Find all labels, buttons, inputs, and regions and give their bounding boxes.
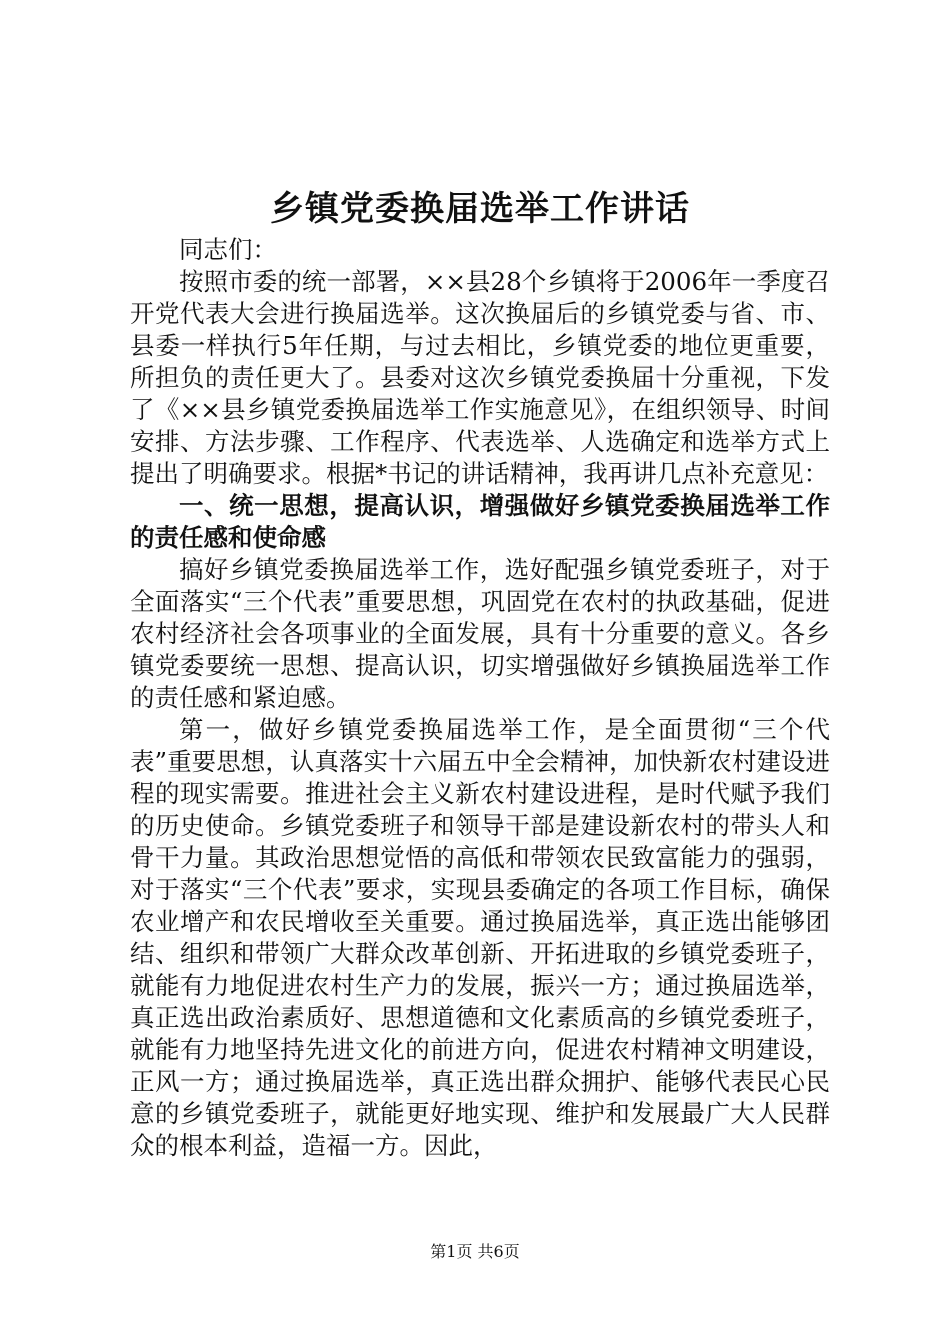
document-body — [130, 234, 830, 1162]
paragraph-intro: 按照市委的统一部署，××县28个乡镇将于2006年一季度召开党代表大会进行换届选举。这次换届后的乡镇党委与省、市、县委一样执行5年任期，与过去相比，乡镇党委的地位更重要，所担负的责任更大了。县委对这次乡镇党委换届十分重视，下发了《××县乡镇党委换届选举工作实施意见》，在组织领导、时间安排、方法步骤、工作程序、代表选举、人选确定和选举方式上提出了明确要求。根据*书记的讲话精神，我再讲几点补充意见： — [130, 267, 830, 488]
salutation: 同志们： — [179, 235, 277, 264]
paragraph-point-1: 第一，做好乡镇党委换届选举工作，是全面贯彻“三个代表”重要思想，认真落实十六届五中全会精神，加快新农村建设进程的现实需要。推进社会主义新农村建设进程，是时代赋予我们的历史使命。乡镇党委班子和领导干部是建设新农村的带头人和骨干力量。其政治思想觉悟的高低和带领农民致富能力的强弱，对于落实“三个代表”要求，实现县委确定的各项工作目标，确保农业增产和农民增收至关重要。通过换届选举，真正选出能够团结、组织和带领广大群众改革创新、开拓进取的乡镇党委班子，就能有力地促进农村生产力的发展，振兴一方；通过换届选举，真正选出政治素质好、思想道德和文化素质高的乡镇党委班子，就能有力地坚持先进文化的前进方向，促进农村精神文明建设，正风一方；通过换届选举，真正选出群众拥护、能够代表民心民意的乡镇党委班子，就能更好地实现、维护和发展最广大人民群众的根本利益，造福一方。因此， — [130, 715, 830, 1160]
paragraph-section-1: 搞好乡镇党委换届选举工作，选好配强乡镇党委班子，对于全面落实“三个代表”重要思想，巩固党在农村的执政基础，促进农村经济社会各项事业的全面发展，具有十分重要的意义。各乡镇党委要统一思想、提高认识，切实增强做好乡镇换届选举工作的责任感和紧迫感。 — [130, 555, 830, 712]
page-number-footer: 第1页 共6页 — [430, 1242, 520, 1261]
section-heading-1: 一、统一思想，提高认识，增强做好乡镇党委换届选举工作的责任感和使命感 — [130, 491, 830, 552]
document-title: 乡镇党委换届选举工作讲话 — [270, 189, 690, 229]
